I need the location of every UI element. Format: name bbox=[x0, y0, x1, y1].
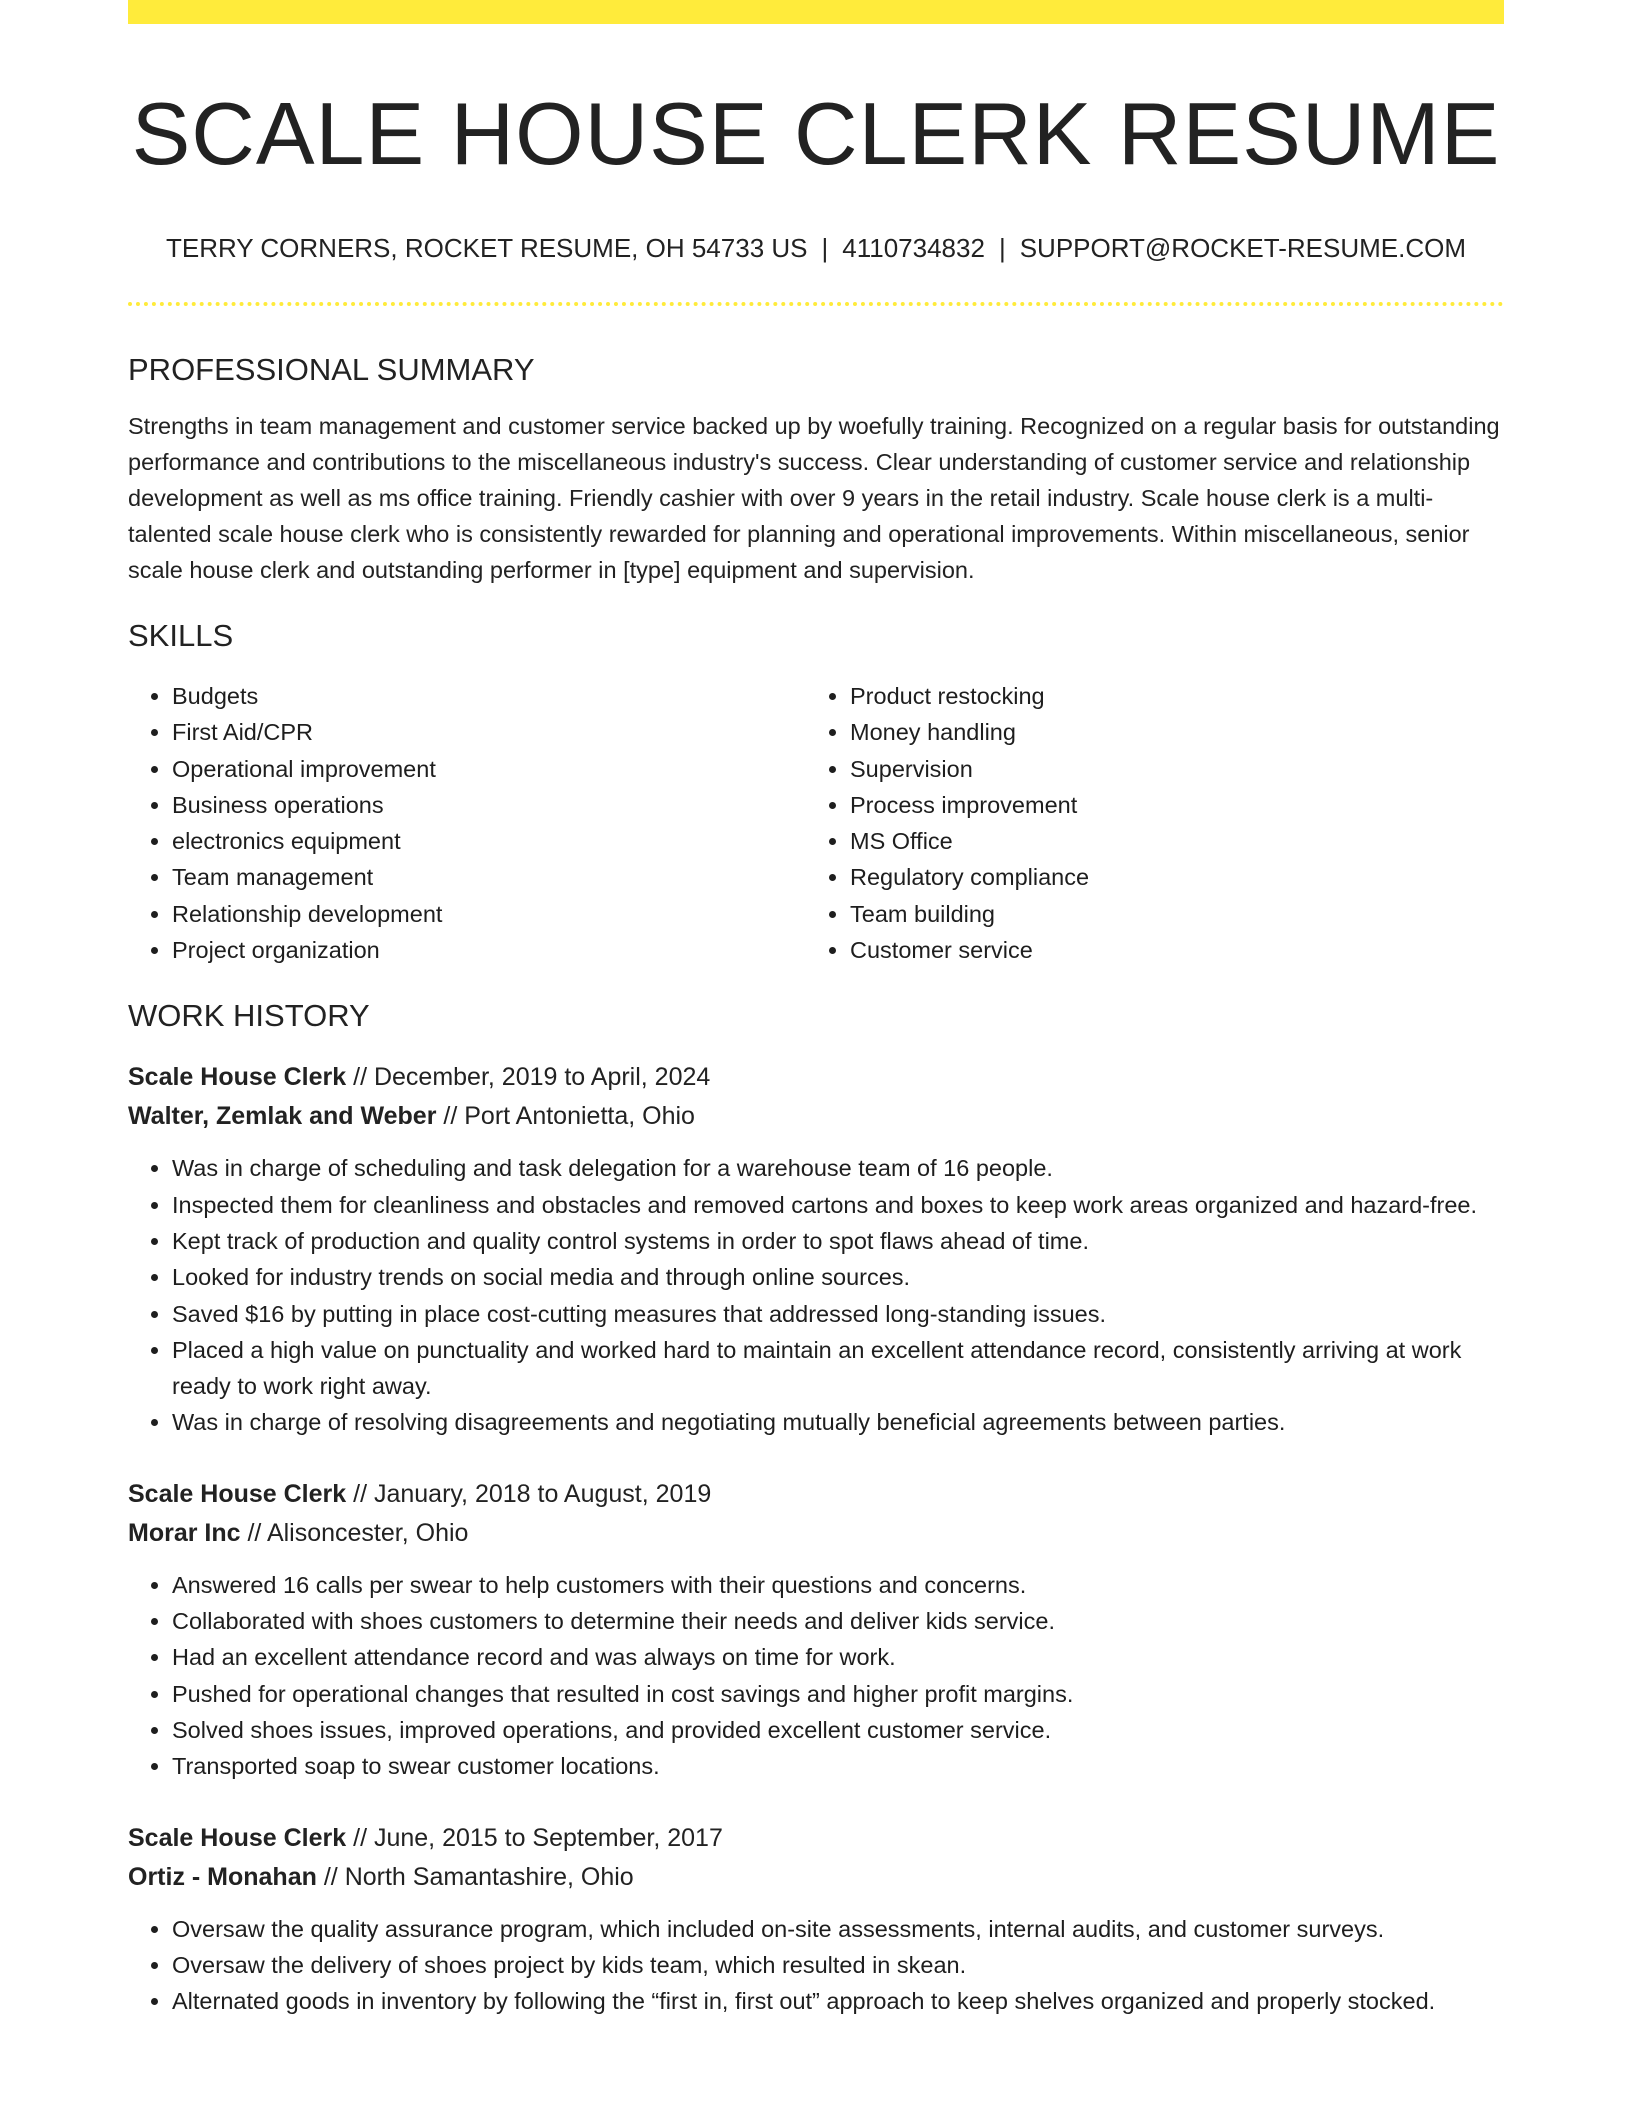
job-location: North Samantashire, Ohio bbox=[344, 1862, 634, 1891]
job-dates: January, 2018 to August, 2019 bbox=[373, 1479, 712, 1508]
summary-text: Strengths in team management and customer service backed up by woefully training. Recognized on a regular basis for outstanding performance and contributions to the miscellaneous industry's success. Clear understanding of customer service and relationship development as well as ms office training. Friendly cashier with over 9 years in the retail industry. Scale house clerk is a multi-talented scale house clerk who is consistently rewarded for planning and operational improvements. Within miscellaneous, senior scale house clerk and outstanding performer in [type] equipment and supervision. bbox=[128, 413, 1500, 583]
job-title-line bbox=[128, 1058, 1504, 1097]
job-bullets bbox=[128, 1150, 1504, 1440]
job-title-line bbox=[128, 1475, 1504, 1514]
job-dates: June, 2015 to September, 2017 bbox=[373, 1823, 723, 1852]
job-separator: // bbox=[346, 1479, 374, 1508]
job-location: Alisoncester, Ohio bbox=[266, 1518, 469, 1547]
contact-phone[interactable]: 4110734832 bbox=[842, 233, 985, 263]
contact-line bbox=[128, 232, 1504, 264]
job-role: Scale House Clerk bbox=[128, 1823, 347, 1852]
job-company: Ortiz - Monahan bbox=[128, 1862, 317, 1891]
job-bullet: • Looked for industry trends on social media and through online sources. bbox=[172, 1259, 1504, 1295]
job-dates: December, 2019 to April, 2024 bbox=[373, 1063, 711, 1092]
job-entry bbox=[128, 1058, 1504, 1440]
job-role: Scale House Clerk bbox=[128, 1063, 347, 1092]
contact-separator: | bbox=[821, 233, 829, 263]
skills-column-right bbox=[806, 678, 1484, 968]
accent-top-bar bbox=[128, 0, 1504, 24]
job-bullet: • Had an excellent attendance record and was always on time for work. bbox=[172, 1639, 1504, 1675]
skill-item: • electronics equipment bbox=[172, 823, 806, 859]
job-entry bbox=[128, 1819, 1504, 2020]
job-company-line bbox=[128, 1097, 1504, 1136]
job-separator: // bbox=[316, 1862, 345, 1891]
skill-item: • Operational improvement bbox=[172, 751, 806, 787]
skill-item: • Product restocking bbox=[850, 678, 1484, 714]
work-history-heading: WORK HISTORY bbox=[128, 998, 370, 1034]
job-bullets bbox=[128, 1567, 1504, 1785]
resume-page bbox=[128, 0, 1504, 2019]
job-bullet: • Solved shoes issues, improved operations, and provided excellent customer service. bbox=[172, 1712, 1504, 1748]
contact-separator: | bbox=[998, 233, 1006, 263]
job-bullet: • Pushed for operational changes that resulted in cost savings and higher profit margins. bbox=[172, 1676, 1504, 1712]
job-bullet: • Placed a high value on punctuality and worked hard to maintain an excellent attendance record, consistently arriving at work ready to work right away. bbox=[172, 1332, 1504, 1405]
job-bullet: • Was in charge of scheduling and task delegation for a warehouse team of 16 people. bbox=[172, 1150, 1504, 1186]
job-separator: // bbox=[436, 1102, 465, 1131]
job-bullet: • Transported soap to swear customer locations. bbox=[172, 1748, 1504, 1784]
job-bullet: • Alternated goods in inventory by following the “first in, first out” approach to keep shelves organized and properly stocked. bbox=[172, 1983, 1504, 2019]
job-bullet: • Inspected them for cleanliness and obstacles and removed cartons and boxes to keep work areas organized and hazard-free. bbox=[172, 1187, 1504, 1223]
job-title-line bbox=[128, 1819, 1504, 1858]
job-role: Scale House Clerk bbox=[128, 1479, 347, 1508]
work-history-list bbox=[128, 1058, 1504, 2019]
skill-item: • Team building bbox=[850, 896, 1484, 932]
job-location: Port Antonietta, Ohio bbox=[464, 1102, 695, 1131]
job-bullet: • Kept track of production and quality control systems in order to spot flaws ahead of time. bbox=[172, 1223, 1504, 1259]
skills-grid bbox=[128, 678, 1504, 968]
skill-item: • Relationship development bbox=[172, 896, 806, 932]
job-company-line bbox=[128, 1858, 1504, 1897]
job-separator: // bbox=[346, 1063, 374, 1092]
skill-item: • Supervision bbox=[850, 751, 1484, 787]
skill-item: • First Aid/CPR bbox=[172, 714, 806, 750]
job-company: Morar Inc bbox=[128, 1518, 241, 1547]
job-company-line bbox=[128, 1514, 1504, 1553]
skills-column-left bbox=[128, 678, 806, 968]
skill-item: • Process improvement bbox=[850, 787, 1484, 823]
skill-item: • Team management bbox=[172, 859, 806, 895]
contact-address: TERRY CORNERS, ROCKET RESUME, OH 54733 US bbox=[165, 233, 808, 263]
skill-item: • Project organization bbox=[172, 932, 806, 968]
dotted-divider bbox=[128, 302, 1504, 306]
job-bullet: • Answered 16 calls per swear to help customers with their questions and concerns. bbox=[172, 1567, 1504, 1603]
skill-item: • Budgets bbox=[172, 678, 806, 714]
resume-title: SCALE HOUSE CLERK RESUME bbox=[131, 84, 1501, 183]
job-separator: // bbox=[240, 1518, 267, 1547]
skill-item: • MS Office bbox=[850, 823, 1484, 859]
job-bullet: • Saved $16 by putting in place cost-cutting measures that addressed long-standing issues. bbox=[172, 1296, 1504, 1332]
job-bullet: • Oversaw the quality assurance program, which included on-site assessments, internal audits, and customer surveys. bbox=[172, 1911, 1504, 1947]
job-company: Walter, Zemlak and Weber bbox=[128, 1102, 437, 1131]
contact-email[interactable]: SUPPORT@ROCKET-RESUME.COM bbox=[1019, 233, 1466, 263]
job-entry bbox=[128, 1475, 1504, 1785]
job-separator: // bbox=[346, 1823, 374, 1852]
summary-heading: PROFESSIONAL SUMMARY bbox=[128, 352, 535, 387]
job-bullet: • Was in charge of resolving disagreements and negotiating mutually beneficial agreements between parties. bbox=[172, 1404, 1504, 1440]
skills-heading: SKILLS bbox=[128, 618, 234, 653]
skill-item: • Business operations bbox=[172, 787, 806, 823]
skill-item: • Regulatory compliance bbox=[850, 859, 1484, 895]
job-bullet: • Collaborated with shoes customers to determine their needs and deliver kids service. bbox=[172, 1603, 1504, 1639]
job-bullet: • Oversaw the delivery of shoes project by kids team, which resulted in skean. bbox=[172, 1947, 1504, 1983]
skill-item: • Money handling bbox=[850, 714, 1484, 750]
job-bullets bbox=[128, 1911, 1504, 2020]
skill-item: • Customer service bbox=[850, 932, 1484, 968]
